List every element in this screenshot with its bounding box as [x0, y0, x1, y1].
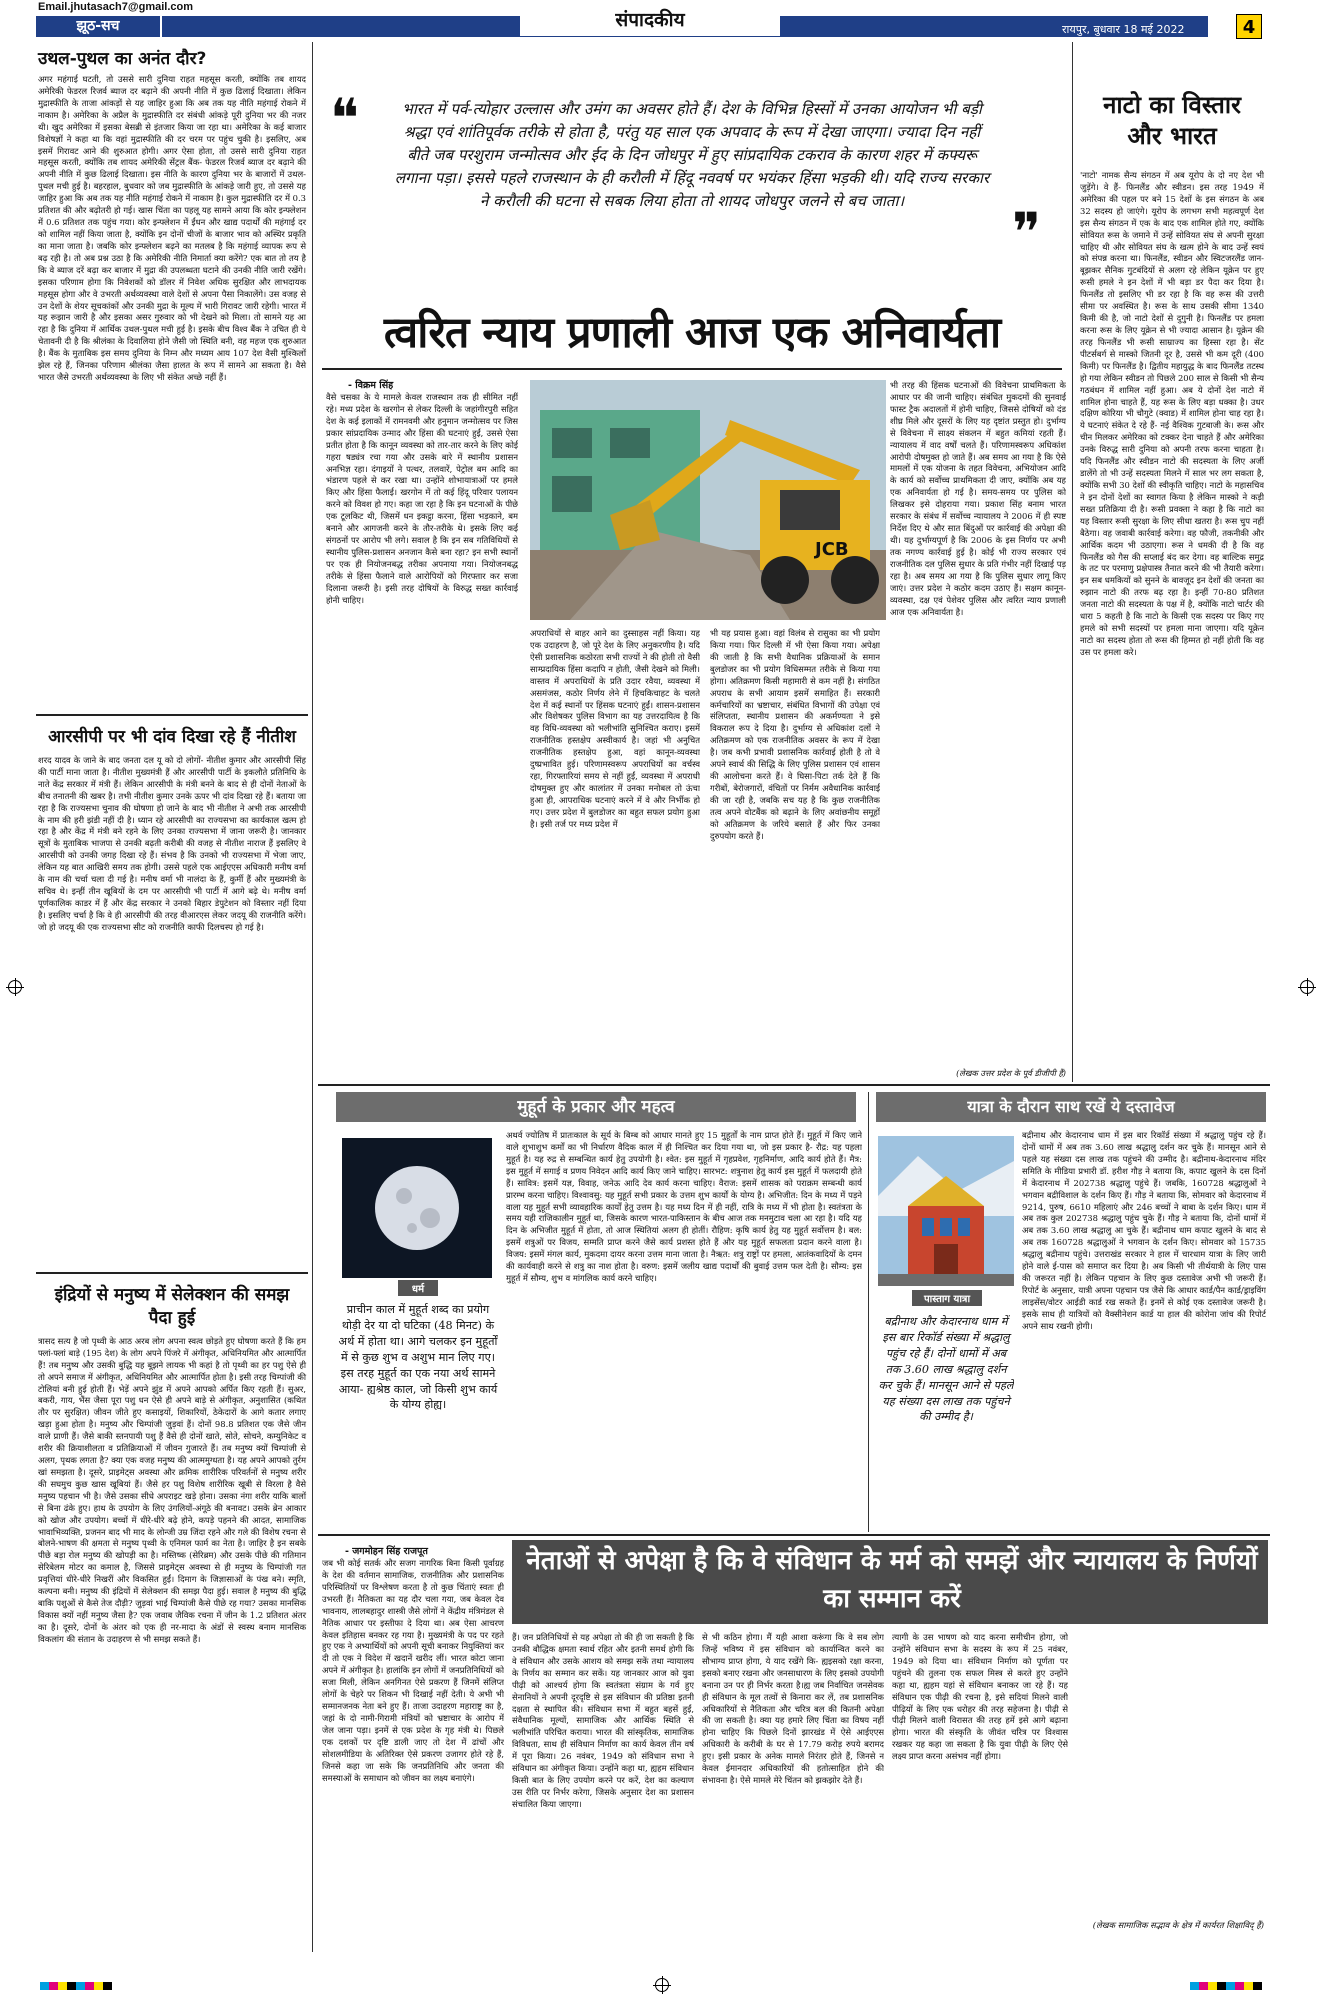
left-divider	[312, 42, 313, 1952]
main-byline: - विक्रम सिंह	[348, 380, 394, 391]
mid-divider	[868, 1092, 869, 1532]
yatra-article: बद्रीनाथ और केदारनाथ धाम में इस बार रिकॉर्ड संख्या में श्रद्धालु पहुंच रहे हैं। दोनों धामों में अब तक 3.60 लाख श्रद्धालु दर्शन कर चुके हैं। मानसून आने से पहले यह संख्या दस लाख तक पहुंचने की उम्मीद है। बद्रीनाथ-केदारनाथ मंदिर समिति के मीडिया प्रभारी डॉ. हरीश गौड़ ने बताया कि, कपाट खुलने के दस दिनों में केदारनाथ में 202738 श्रद्धालु पहुंचे हैं। जबकि, 160728 श्रद्धालुओं ने भगवान बद्रीविशाल के दर्शन किए हैं। गौड़ ने बताया कि, सोमवार को केदारनाथ में 9214, पुरुष, 6610 महिलाएं और 246 बच्चों ने बाबा के दर्शन किए। धाम में अब तक कुल 202738 श्रद्धालु पहुंच चुके हैं। गौड़ ने बताया कि, दोनों धामों में अब तक 3.60 लाख श्रद्धालु आ चुके हैं। बद्रीनाथ धाम कपाट खुलने के बाद से अब तक 160728 श्रद्धालुओं ने भगवान के दर्शन किए। सोमवार को 15735 श्रद्धालु बद्रीनाथ पहुंचे। उत्तराखंड सरकार ने हाल में चारधाम यात्रा के लिए जारी होने वाले ई-पास को समाप्त कर दिया है। अब किसी भी तीर्थयात्री के लिए पास की जरूरत नहीं है। लेकिन पहचान के लिए कुछ दस्तावेज अभी भी जरूरी हैं। रिपोर्ट के अनुसार, यात्री अपना पहचान पत्र जैसे कि आधार कार्ड/पैन कार्ड/ड्राइविंग लाइसेंस/वोटर आईडी कार्ड रख सकते हैं। इनमें से कोई एक दस्तावेज जरूरी है। इसके साथ ही यात्रियों को वैक्सीनेशन कार्ड या हाल की कोरोना जांच की रिपोर्ट अपने साथ रखनी होगी।	[1022, 1130, 1266, 1331]
right-article: 'नाटो' नामक सैन्य संगठन में अब यूरोप के दो नए देश भी जुड़ेंगे। वे हैं- फिनलैंड और स्वीडन। इस तरह 1949 में अमेरिका की पहल पर बने 15 देशों के इस संगठन के अब 32 सदस्य हो जाएंगे। यूरोप के लगभग सभी महत्वपूर्ण देश इस सैन्य संगठन में एक के बाद एक शामिल होते गए, क्योंकि सोवियत रूस के जमाने में उन्हें सोवियत संघ से अपनी सुरक्षा चाहिए थी और सोवियत संघ के खत्म होने के बाद उन्हें स्वयं को संपन्न करना था। फिनलैंड, स्वीडन और स्विटजरलैंड जान-बूझकर सैनिक गुटबंदियों से अलग रहे लेकिन यूक्रेन पर हुए रूसी हमले ने इन देशों में भी बड़ा डर पैदा कर दिया है। फिनलैंड तो इसलिए भी डर रहा है कि वह रूस की उत्तरी सीमा पर अवस्थित है। रूस के साथ उसकी सीमा 1340 किमी की है, जो नाटो देशों से दुगुनी है। फिनलैंड पर हमला करना रूस के लिए यूक्रेन से भी ज्यादा आसान है। यूक्रेन की तरह फिनलैंड भी रूसी साम्राज्य का हिस्सा रहा है। सेंट पीटर्सबर्ग से मास्को जितनी दूर है, उससे भी कम दूरी (400 किमी) पर फिनलैंड है। द्वितीय महायुद्ध के बाद फिनलैंड तटस्थ हो गया लेकिन स्वीडन तो पिछले 200 साल से किसी भी सैन्य गठबंधन में शामिल नहीं हुआ। अब ये दोनों देश नाटो में शामिल होना चाहते हैं, यह रूस के लिए बड़ा धक्का है। उधर दक्षिण कोरिया भी चौगुटे (क्वाड) में शामिल होना चाह रहा है। ये घटनाएं संकेत दे रहे हैं- नई वैश्विक गुटबाजी के। रूस और चीन मिलकर अमेरिका को टक्कर देना चाहते हैं और अमेरिका उनके विरुद्ध सारी दुनिया को अपनी तरफ करना चाहता है। यदि फिनलैंड और स्वीडन नाटो की सदस्यता के लिए अर्जी डालेंगे तो भी उन्हें सदस्यता मिलने में साल भर लग सकता है, क्योंकि सभी 30 देशों की स्वीकृति चाहिए। नाटो के महासचिव ने इन दोनों देशों का स्वागत किया है लेकिन मास्को ने कड़ी सख्त प्रतिक्रिया दी है। रूसी प्रवक्ता ने कहा है कि नाटो का यह विस्तार रूसी सुरक्षा के लिए सीधा खतरा है। रूस चुप नहीं बैठेगा। वह जवाबी कार्रवाई करेगा। वह फौजी, तकनीकी और आर्थिक कदम भी उठाएगा। रूस ने धमकी दी है कि वह फिनलैंड को गैस की सप्लाई बंद कर देगा। वह बाल्टिक समुद्र के तट पर परमाणु प्रक्षेपास्त्र तैनात करने की भी तैयारी करेगा। इन सब धमकियों को सुनने के बावजूद इन देशों की जनता का रुझान नाटो की तरफ बढ़ रहा है। इन्हीं 70-80 प्रतिशत जनता नाटो की सदस्यता के पक्ष में है, क्योंकि नाटो चार्टर की धारा 5 कहती है कि नाटो के किसी एक सदस्य पर किए गए हमले को सभी सदस्यों पर हमला माना जाएगा। यदि यूक्रेन नाटो का सदस्य होता तो रूस की हिम्मत हो नहीं होती कि वह उस पर हमला करे।	[1080, 170, 1264, 657]
muhurt-caption: प्राचीन काल में मुहूर्त शब्द का प्रयोग थोड़ी देर या दो घटिका (48 मिनट) के अर्थ में होता था। आगे चलकर इन मुहूर्तों में से कुछ शुभ व अशुभ मान लिए गए। इस तरह मुहूर्त का एक नया अर्थ सामने आया- ह्यश्रेष्ठ काल, जो किसी शुभ कार्य के योग्य होह्य।	[338, 1303, 498, 1412]
left-article-2: शरद यादव के जाने के बाद जनता दल यू को दो लोगों- नीतीश कुमार और आरसीपी सिंह की पार्टी माना जाता है। नीतीश मुख्यमंत्री हैं और आरसीपी पार्टी के इकलौते प्रतिनिधि के नाते केंद्र सरकार में मंत्री हैं। लेकिन आरसीपी के मंत्री बनने के बाद से ही दोनों नेताओं के बीच तनातनी की खबर है। तभी नीतीश कुमार उनके ऊपर भी दांव दिखा रहे हैं। बताया जा रहा है कि राज्यसभा चुनाव की घोषणा हो जाने के बाद भी नीतीश ने अभी तक आरसीपी के नाम की हरी झंडी नहीं दी है। ध्यान रहे आरसीपी का राज्यसभा का कार्यकाल खत्म हो रहा है और केंद्र में मंत्री बने रहने के लिए उनका राज्यसभा में जाना जरूरी है। जानकार सूत्रों के मुताबिक भाजपा से उनकी बढ़ती करीबी की वजह से नीतीश नाराज हैं इसलिए वे आरसीपी को उनकी जगह दिखा रहे हैं। संभव है कि उनको भी राज्यसभा में भेजा जाए, लेकिन यह बात आखिरी समय तक होगी। उससे पहले एक आईएएस अधिकारी मनीष वर्मा के नाम की चर्चा चला दी गई है। मनीष वर्मा भी नालंदा के हैं, कुर्मी हैं और मुख्यमंत्री के सचिव थे। इन्हीं तीन खूबियों के दम पर आरसीपी भी पार्टी में आगे बढ़े थे। मनीष वर्मा पूर्णकालिक काडर में हैं और केंद्र सरकार ने उनको बिहार डेपुटेशन को विस्तार नहीं दिया है। इसलिए चर्चा है कि वे ही आरसीपी की तरह वीआरएस लेकर जदयू की राजनीति करेंगे। जो हो जदयू की एक राज्यसभा सीट को राजनीति काफी दिलचस्प हो गई है।	[38, 754, 306, 932]
left-article-1: अगर महंगाई घटती, तो उससे सारी दुनिया राहत महसूस करती, क्योंकि तब शायद अमेरिकी फेडरल रिजर्व ब्याज दर बढ़ाने की अपनी नीति में कुछ ढिलाई दिखाता। लेकिन मुद्रास्फीति के ताजा आंकड़ों से यह जाहिर हुआ कि अब तक यह नीति महंगाई रोकने में नाकाम है। अमेरिका के अप्रैल के मुद्रास्फीति दर संबंधी आंकड़े पूरी दुनिया भर की नजर थी। खुद अमेरिका में इसका बेसब्री से इंतजार किया जा रहा था। अमेरिका के कई बाजार विशेषज्ञों ने कहा था कि वहां मुद्रास्फीति की दर चरम पर पहुंच चुकी है। इसलिए, अब इसमें गिरावट आने की शुरुआत होगी। अगर ऐसा होता, तो उससे सारी दुनिया राहत महसूस करती, क्योंकि तब शायद अमेरिकी सेंट्रल बैंक- फेडरल रिजर्व ब्याज दर बढ़ाने की अपनी नीति में कुछ ढिलाई दिखाता। इस नीति के कारण दुनिया भर के बाजारों में उथल-पुथल मची हुई है। बहरहाल, बुधवार को जब मुद्रास्फीति के आंकड़े जारी हुए, तो उससे यह जाहिर हुआ कि अब तक यह नीति महंगाई रोकने में नाकाम है। कुल मुद्रास्फीति दर में 0.3 प्रतिशत की और बढ़ोतरी हो गई। खास चिंता का पहलू यह सामने आया कि कोर इन्फ्लेशन में 0.6 प्रतिशत तक पहुंच गया। कोर इन्फ्लेशन में ईंधन और खाद्य पदार्थों की महंगाई दर को शामिल नहीं किया जाता है, क्योंकि इन दोनों चीजों के बाजार भाव को अस्थिर प्रकृति का माना जाता है। जबकि कोर इन्फ्लेशन बढ़ने का मतलब है कि महंगाई व्यापक रूप से बढ़ रही है। तो अब प्रश्न उठा है कि अमेरिकी नीति निमार्ता क्या करेंगे? एक बात तो तय है कि वे ब्याज दरें बढ़ा कर बाजार में मुद्रा की उपलब्धता घटाने की उनकी नीति जारी रखेंगे। इसका परिणाम होगा कि निवेशकों को डॉलर में निवेश अधिक सुरक्षित और लाभदायक महसूस होगा और वे उभरती अर्थव्यवस्था वाले देशों से अपना पैसा निकालेंगे। उस वजह से उन देशों के शेयर सूचकांकों और उनकी मुद्रा के मूल्य में भारी गिरावट जारी रहेगी। भारत में यह रूझान जारी है और इसका असर गुरुवार को भी देखने को मिला। तो सामने यह आ रहा है कि दुनिया में आर्थिक उथल-पुथल मची हुई है। इसके बीच विश्व बैंक ने उचित ही ये चेतावनी दी है कि श्रीलंका के दिवालिया होने जैसी जो स्थिति बनी, वह महज एक शुरुआत है। बैंक के मुताबिक इस समय दुनिया के निम्न और मध्यम आय 107 देश वैसी मुश्किलों झेल रहे हैं, जिनका परिणाम श्रीलंका जैसा हालत के रूप में सामने आ सकता है। वैसे भारत जैसे उभरती अर्थव्यवस्था के लिए भी संकेत अच्छे नहीं हैं।	[38, 74, 306, 383]
dateline: रायपुर, बुधवार 18 मई 2022	[1062, 23, 1185, 36]
muhurt-title: मुहूर्त के प्रकार और महत्व	[517, 1097, 675, 1117]
email-label: Email.jhutasach7@gmail.com	[38, 1, 193, 13]
registration-mark-left	[8, 980, 22, 994]
yatra-caption: बद्रीनाथ और केदारनाथ धाम में इस बार रिकॉर्ड संख्या में श्रद्धालु पहुंच रहे हैं। दोनों धामों में अब तक 3.60 लाख श्रद्धालु दर्शन कर चुके हैं। मानसून आने से पहले यह संख्या दस लाख तक पहुंचने की उम्मीद है।	[878, 1315, 1014, 1424]
brand-logo: झूठ-सच	[36, 16, 160, 37]
bottom-author-note: (लेखक सामाजिक सद्भाव के क्षेत्र में कार्यरत शिक्षाविद् हैं)	[1092, 1920, 1264, 1930]
color-bar-right	[1190, 1982, 1262, 1990]
main-headline: त्वरित न्याय प्रणाली आज एक अनिवार्यता	[383, 308, 1001, 358]
main-col-1: वैसे चसका के ये मामले केवल राजस्थान तक ही सीमित नहीं रहे। मध्य प्रदेश के खरगोन से लेकर दिल्ली के जहांगीरपुरी सहित देश के कई इलाकों में रामनवमी और हनुमान जन्मोत्सव पर जिस प्रकार सांप्रदायिक उन्माद और हिंसा की घटनाएं हुईं, उससे ऐसा प्रतीत होता है कि कानून व्यवस्था को तार-तार करने के लिए कोई गहरा षड्यंत्र रचा गया और उसके बारे में स्थानीय प्रशासन अनभिज्ञ रहा। दंगाइयों ने पत्थर, तलवारें, पेट्रोल बम आदि का भंडारण पहले से कर रखा था। उन्होंने शोभायात्राओं पर हमले किए और हिंसा फैलाई। खरगोन में तो कई हिंदू परिवार पलायन करने को विवश हो गए। कहा जा रहा है कि इन घटनाओं के पीछे एक टूलकिट थी, जिसमें धन इकट्ठा करना, हिंसा भड़काने, बम बनाने और आगजनी करने के तौर-तरीके थे। इसके लिए कई संगठनों पर आरोप भी लगे। सवाल है कि इन सब गतिविधियों से स्थानीय पुलिस-प्रशासन अनजान कैसे बना रहा? इन सभी स्थानों पर एक ही नियोजनबद्ध तरीका अपनाया गया। नियोजनबद्ध तरीके से हिंसा फैलाने वाले आरोपियों को गिरफ्तार कर सजा दिलाना जरूरी है। इसी तरह दोषियों के विरुद्ध सख्त कार्रवाई होनी चाहिए।	[326, 392, 518, 605]
main-rule	[322, 368, 1062, 370]
left-headline-1: उथल-पुथल का अनंत दौर?	[38, 49, 207, 69]
main-col-4: भी तरह की हिंसक घटनाओं की विवेचना प्राथमिकता के आधार पर की जानी चाहिए। संबंधित मुकदमों की सुनवाई फास्ट ट्रैक अदालतों में होनी चाहिए, जिससे दोषियों को दंड शीघ्र मिले और दूसरों के लिए यह दृष्टांत प्रस्तुत हो। दुर्भाग्य से विवेचना में साक्ष्य संकलन में बहुत कमियां रहती हैं। न्यायालय में वाद वर्षों चलते हैं। परिणामस्वरूप अधिकांश आरोपी दोषमुक्त हो जाते हैं। अब समय आ गया है कि ऐसे मामलों में एक योजना के तहत विवेचना, अभियोजन आदि के कार्य को सर्वोच्च प्राथमिकता दी जाए, क्योंकि अब यह एक अनिवार्यता हो गई है। समय-समय पर पुलिस को लिखकर इसे दोहराया गया। प्रकाश सिंह बनाम भारत सरकार के संबंध में सर्वोच्च न्यायालय ने 2006 में ही स्पष्ट निर्देश दिए थे और सात बिंदुओं पर कार्रवाई की अपेक्षा की थी। यह दुर्भाग्यपूर्ण है कि 2006 के इस निर्णय पर अभी तक नगण्य कार्रवाई हुई है। कोई भी राज्य सरकार एवं राजनीतिक दल पुलिस सुधार के प्रति गंभीर नहीं दिखाई पड़ रहा है। अब समय आ गया है कि पुलिस सुधार लागू किए जाएं। उत्तर प्रदेश ने कठोर कदम उठाए हैं। सक्षम कानून-व्यवस्था, दक्ष एवं पेशेवर पुलिस और त्वरित न्याय प्रणाली आज एक अनिवार्यता है।	[890, 380, 1066, 617]
middle-rule	[318, 1084, 1270, 1086]
left-article-3: त्रासद सत्य है जो पृथ्वी के आठ अरब लोग अपना स्वत्व छोड़ते हुए घोषणा करते हैं कि हम फ्लां-फ्लां बाड़े (195 देश) के लोग अपने पिंजरे में अंगीकृत, अधिनियमित और आत्मार्पित हैं! तब मनुष्य और उसकी बुद्धि यह बूझने लायक भी कहां है तो पृथ्वी का हर पशु ऐसे ही तो अपने समाज में अंगीकृत, अधिनियमित और आत्मार्पित होता है। इसी तरह चिम्पांजी की टोलियां बनी हुई होती हैं। भेड़ें अपने झुंड में अपने आपको अर्पित किए रहती हैं। सुअर, बकरी, गाय, भैंस जैसा पूरा पशु धन ऐसे ही अपने बाड़े से अंगीकृत, अनुशासित (कथित तौर पर सुरक्षित) जीवन जीते हुए कसाइयों, शिकारियों, ठेकेदारों के आगे कतार लगाए खड़ा हुआ होता है। मनुष्य और चिम्पांजी जुड़वां हैं। दोनों 98.8 प्रतिशत एक जैसे जीन वाले प्राणी हैं। जैसे बाकी स्तनपायी पशु हैं वैसे ही दोनों खाते, सोते, सोचने, कम्युनिकेट व शरीर की क्रियाशीलता व प्रतिक्रियाओं में जीवन गुजारते हैं। तब मनुष्य क्यों चिम्पांजी से अलग, पृथक लगता है? क्या एक वजह मनुष्य की आत्ममुग्धता है। यह अपने आपको तुर्रम खां समझता है। दूसरे, प्राइमेट्स अवस्था और क्रमिक शारीरिक परिवर्तनों से मनुष्य शरीर की सघमुच कुछ खास खूबियां हैं। जैसे हर पशु विशेष शारीरिक खूबी से विरला है वैसे मनुष्य पहचान भी है। जैसे उसका सीधे अपराइट खड़े होना। उसका नंगा शरीर याकि बालों से बिना ढंके हुए। हाथ के उपयोग के लिए उंगलियों-अंगूठे की बनावट। उसके ब्रेन आकार को खोज और उपयोग। बच्चों में धीरे-धीरे बढ़े होने, कपड़े पहनने की आदत, सामाजिक भावाभिव्यक्ति, प्रजनन बाद भी माद के लोन्जी उम्र जिंदा रहने और गले की विशेष रचना से बोलने-भाषण की क्षमता से मनुष्य पृथ्वी के एनिमल फार्म का नेता है। जाहिर है इन सबके पीछे बड़ा रोल मनुष्य की खोपड़ी का है। मस्तिष्क (सेरिब्रम) और उसके पीछे की गतिमान सेरिबेलम मोटर का कमाल है, जिससे प्राइमेट्स अवस्था से ही मनुष्य के चिम्पांजी गत प्रवृत्तियां धीरे-धीरे निखरीं और विकसित हुईं। दिमाग के जिज्ञासाओं के पंख बने। स्मृति, कल्पना बनी। मनुष्य की इंद्रियों में सेलेक्शन की समझ पैदा हुई। सवाल है मनुष्य की बुद्धि बाकि पशुओं से कैसे तेज दौड़ी? जुड़वां भाई चिम्पांजी कैसे पीछे रह गया? उसका मानसिक विकास क्यों नहीं मनुष्य जैसा है? एक जवाब जैविक रचना में जीन के 1.2 प्रतिशत अंतर का है। दूसरे, दोनों के अंतर को एक ही नर-मादा के अंडों से स्वस्थ बनाम मानसिक विकलांग की संतान के उदाहरण से भी समझ सकते हैं।	[38, 1335, 306, 1644]
yatra-title: यात्रा के दौरान साथ रखें ये दस्तावेज	[967, 1097, 1175, 1116]
svg-text:JCB: JCB	[815, 539, 849, 560]
left-headline-3: इंद्रियों से मनुष्य में सेलेक्शन की समझ पैदा हुई	[36, 1272, 308, 1336]
right-headline: नाटो का विस्तार और भारत	[1103, 91, 1241, 151]
yatra-label: पास्ताग यात्रा	[912, 1290, 982, 1306]
bottom-byline: - जगमोहन सिंह राजपूत	[345, 1546, 428, 1557]
bottom-col-4: त्यागी के उस भाषण को याद करना समीचीन होगा, जो उन्होंने संविधान सभा के सदस्य के रूप में 25 नवंबर, 1949 को दिया था। संविधान निर्माण को पूर्णता पर पहुंचने की तुलना एक सफल मिस्त्र से करते हुए उन्होंने कहा था, ह्यहम यहां से संविधान बनाकर जा रहे हैं। यह संविधान एक पीढ़ी की रचना है, इसे सदियां मिलने वाली पीढ़ियों के लिए एक धरोहर की तरह सहेजना है। पीढ़ी से पीढ़ी मिलने वाली विरासत की तरह हमें इसे आगे बढ़ाना होगा। भारत की संस्कृति के जीवंत चरित्र पर विश्वास रखकर यह कहा जा सकता है कि युवा पीढ़ी के लिए ऐसे लक्ष्य प्राप्त करना असंभव नहीं होगा।	[892, 1632, 1068, 1762]
bottom-col-2: हैं। जन प्रतिनिधियों से यह अपेक्षा तो की ही जा सकती है कि उनकी बौद्धिक क्षमता स्वार्थ रहित और इतनी समर्थ होगी कि वे संविधान और उसके आशय को समझ सकें तथा न्यायालय के निर्णय का सम्मान कर सकें। यह जानकार आज को युवा पीढ़ी को आश्चर्य होगा कि स्वतंत्रता संग्राम के गर्व हुए सेनानियों ने अपनी दूरदृष्टि से इस संविधान की प्रतिष्ठा इतनी दक्षता से स्थापित की। संविधान सभा में बहुत बहसें हुईं, संवैधानिक मूल्यों, सामाजिक और आर्थिक स्थिति से भलीभांति परिचित कराया। भारत की सांस्कृतिक, सामाजिक विविधता, साथ ही संविधान निर्माण का कार्य केवल तीन वर्ष में पूरा किया। 26 नवंबर, 1949 को संविधान सभा ने संविधान का अंगीकृत किया। उन्होंने कहा था, ह्यहम संविधान किसी बात के लिए उपयोग करने पर करें, देश का कल्याण उस रीति पर निर्भर करेगा, जिसके अनुसार देश का प्रशासन संचालित किया जाएगा।	[512, 1632, 694, 1809]
quote-open-icon: ❝	[330, 92, 360, 146]
left-column	[36, 42, 308, 1952]
bottom-rule	[318, 1534, 1270, 1536]
bulldozer-photo	[530, 380, 886, 620]
bottom-headline: नेताओं से अपेक्षा है कि वे संविधान के मर्म को समझें और न्यायालय के निर्णयों का सम्मान करें	[526, 1546, 1258, 1615]
main-col-3: भी यह प्रयास हुआ। वहां विलंब से रासुका का भी प्रयोग किया गया। फिर दिल्ली में भी ऐसा किया गया। अपेक्षा की जाती है कि सभी वैधानिक प्रक्रियाओं के समान बुलडोजर का भी प्रयोग विधिसम्मत तरीके से किया गया होगा। अतिक्रमण किसी महामारी से कम नहीं है। संगठित अपराध के सभी आयाम इसमें समाहित हैं। सरकारी कर्मचारियों का भ्रष्टाचार, संबंधित विभागों की उपेक्षा एवं संलिप्तता, स्थानीय प्रशासन की अकर्मण्यता ने इसे विकराल रूप दे दिया है। दुर्भाग्य से अधिकांश दलों ने अतिक्रमण को एक राजनीतिक अवसर के रूप में देखा है। जब कभी प्रभावी प्रशासनिक कार्रवाई होती है तो वे अपने स्वार्थ की सिद्धि के लिए पुलिस प्रशासन एवं शासन की आलोचना करते हैं। वे घिसा-पिटा तर्क देते हैं कि गरीबों, बेरोजगारों, वंचितों पर निर्मम अवैधानिक कार्रवाई की जा रही है, जबकि सच यह है कि कुछ राजनीतिक तत्व अपने वोटबैंक को बढ़ाने के लिए अवांछनीय समूहों को अतिक्रमण के जरिये बसाते हैं और फिर उनका दुरुपयोग करते हैं।	[710, 628, 880, 841]
section-title: संपादकीय	[520, 4, 780, 36]
dharm-label: धर्म	[398, 1280, 438, 1296]
main-col-2: अपराधियों से बाहर आने का दुस्साहस नहीं किया। यह एक उदाहरण है, जो पूरे देश के लिए अनुकरणीय है। यदि ऐसी प्रशासनिक कठोरता सभी राज्यों ने की होती तो वैसी साम्प्रदायिक हिंसा कदापि न होती, जैसी देखने को मिली। वास्तव में अपराधियों के प्रति उदार रवैया, व्यवस्था में असमंजस, कठोर निर्णय लेने में हिचकिचाहट के चलते देश में कई स्थानों पर हिंसक घटनाएं हुईं। शासन-प्रशासन और विशेषकर पुलिस विभाग का यह उत्तरदायित्व है कि वह विधि-व्यवस्था को भलीभांति सुनिश्चित कराए। इसमें राजनीतिक हस्तक्षेप अस्वीकार्य है। जहां भी अनुचित राजनीतिक हस्तक्षेप हुआ, वहां कानून-व्यवस्था दुष्प्रभावित हुई। परिणामस्वरूप अपराधियों का वर्चस्व रहा, गिरफ्तारियां समय से नहीं हुईं, व्यवस्था में अपराधी दोषमुक्त हुए और कालांतर में उनका मनोबल तो ऊंचा हुआ ही, आपराधिक घटनाएं करने में वे और निर्भीक हो गए। उत्तर प्रदेश में बुलडोजर का बहुत सफल प्रयोग हुआ है। इसी तर्ज पर मध्य प्रदेश में	[530, 628, 700, 829]
temple-photo	[878, 1136, 1014, 1286]
right-column-divider	[1072, 42, 1073, 1082]
temple-icon	[878, 1136, 1014, 1286]
bulldozer-icon	[530, 380, 886, 620]
bottom-col-1: जब भी कोई सतर्क और सजग नागरिक बिना किसी पूर्वाग्रह के देश की वर्तमान सामाजिक, राजनीतिक और प्रशासनिक परिस्थितियों पर विश्लेषण करता है तो कुछ चिंताएं स्वतः ही उभरती हैं। नैतिकता का यह दौर चला गया, जब केवल देव भावनाय, लालबहादुर शास्त्री जैसे लोगों ने केंद्रीय मंत्रिमंडल से नैतिक आधार पर इस्तीफा दे दिया था। अब ऐसा आचरण केवल इतिहास बनकर रह गया है। मुख्यमंत्री के पद पर रहते हुए एक ने अभ्यार्थियों को अपनी सूची बनाकर नियुक्तियां कर दी तो एक ने विदेश में खदानें खरीद लीं। भारत कोटा जाना अपने में अंगीकृत है। हालांकि इन लोगों में जनप्रतिनिधियों को सजा मिली, लेकिन अनगिनत ऐसे प्रकरण हैं जिनमें संलिप्त लोगों के चेहरे पर शिकन भी दिखाई नहीं देती। ये अभी भी सम्मानजनक नेता बने हुए हैं। ताजा उदाहरण महाराष्ट्र का है, जहां के दो नामी-गिरामी मंत्रियों को भ्रष्टाचार के आरोप में जेल जाना पड़ा। इनमें से एक प्रदेश के गृह मंत्री थे। पिछले एक दशकों पर दृष्टि डाली जाए तो देश में ढांचों और सोशलमीडिया के अतिरिक्त ऐसे प्रकरण उजागर होते रहे हैं, जिनसे कहा जा सके कि जनप्रतिनिधि और जनता की समस्याओं के समाधान को जीवन का लक्ष्य बनाएंगे।	[322, 1558, 504, 1783]
bottom-col-3: से भी कठिन होगा। मैं यही आशा करूंगा कि वे सब लोग जिन्हें भविष्य में इस संविधान को कार्यान्वित करने का सौभाग्य प्राप्त होगा, ये याद रखेंगे कि- ह्यइसको रक्षा करना, इसको बनाए रखना और जनसाधारण के लिए इसको उपयोगी बनाना उन पर ही निर्भर करता है।ह्य जब निर्वाचित जनसेवक ही संविधान के मूल तत्वों से किनारा कर लें, तब प्रशासनिक अधिकारियों से नैतिकता और चरित्र बल की कितनी अपेक्षा की जा सकती है। क्या यह हमारे लिए चिंता का विषय नहीं होना चाहिए कि पिछले दिनों झारखंड में ऐसे आईएएस अधिकारी के करीबी के घर से 17.79 करोड़ रुपये बरामद हुए। इसी प्रकार के अनेक मामले निरंतर होते हैं, जिनसे न केवल ईमानदार अधिकारियों की हतोत्साहित होने की संभावना है। ऐसे मामले मेरे चिंतन को झकझोर देते हैं।	[702, 1632, 884, 1786]
color-bar-left	[40, 1982, 112, 1990]
quote-close-icon: ❞	[1012, 206, 1042, 260]
page-number: 4	[1236, 14, 1262, 39]
left-headline-2: आरसीपी पर भी दांव दिखा रहे हैं नीतीश	[36, 714, 308, 755]
moon-photo	[342, 1138, 492, 1278]
registration-mark-bottom	[655, 1978, 669, 1992]
registration-mark-right	[1300, 980, 1314, 994]
main-author-note: (लेखक उत्तर प्रदेश के पूर्व डीजीपी हैं)	[956, 1068, 1066, 1078]
moon-icon	[342, 1138, 492, 1278]
muhurt-article: अथर्व ज्योतिष में प्रातःकाल के सूर्य के बिम्ब को आधार मानते हुए 15 मुहूर्तों के नाम प्राप्त होते हैं। मुहूर्त में किए जाने वाले शुभाशुभ कर्मों का भी निर्धारण वैदिक काल में ही निश्चित कर दिया गया था, जो इस प्रकार है- रौद्र: यह पहला मुहूर्त है। यह रुद्र से सम्बन्धित कार्य हेतु उपयोगी है। श्वेत: इस मुहूर्त में गृहप्रवेश, गृहनिर्माण, आदि कार्य होते हैं। मैत्र: इस मुहूर्त में सगाई व प्रणय निवेदन आदि कार्य किए जाने चाहिए। सारभट: शत्रुनाश हेतु कार्य इस मुहूर्त में फलदायी होते हैं। सावित्र: इसमें यज्ञ, विवाह, जनेऊ आदि देव कार्य करना चाहिए। वैराज: इसमें शासक को पराक्रम सम्बन्धी कार्य प्रारम्भ करना चाहिए। विश्वावसु: यह मुहूर्त सभी प्रकार के उत्तम शुभ कार्यों के योग्य है। अभिजीत: दिन के मध्य में पड़ने वाला यह मुहूर्त सभी व्यावहारिक कार्यों हेतु उत्तम है। यह मध्य दिन में ही नहीं, रात्रि के मध्य में भी होता है। स्वतंत्रता के समय यही राजिकालीन मुहूर्त था, जिसके कारण भारत-पाकिस्तान के बीच आज तक मनमुटाव चला आ रहा है। यदि यह दिन के अभिजीत मुहूर्त में होता, तो आज स्थितियां अलग ही होतीं। रौहिण: कृषि कार्य हेतु यह मुहूर्त सर्वोत्तम है। बल: इसमें शत्रुओं पर विजय, सम्मति प्राप्त करने जैसे कार्य प्रशस्त होते हैं और यह मुहूर्त सफलता प्रदान करने वाला है। विजय: इसमें मंगल कार्य, मुकदमा दायर करना उत्तम माना जाता है। नैऋत: शत्रु राष्ट्रों पर हमला, आतंकवादियों के दमन की कार्यवाही करने से शत्रु का नाश होता है। वरुण: इसमें जलीय खाद्य पदार्थों की बुवाई उत्तम फल देती है। सौम्य: इस मुहूर्त में सौम्य, शुभ व मांगलिक कार्य करने चाहिए।	[506, 1130, 862, 1284]
editorial-quote: भारत में पर्व-त्योहार उल्लास और उमंग का अवसर होते हैं। देश के विभिन्न हिस्सों में उनका आयोजन भी बड़ी श्रद्धा एवं शांतिपूर्वक तरीके से होता है, परंतु यह साल एक अपवाद के रूप में देखा जाएगा। ज्यादा दिन नहीं बीते जब परशुराम जन्मोत्सव और ईद के दिन जोधपुर में हुए सांप्रदायिक टकराव के कारण शहर में कफ्यरू लगाना पड़ा। इससे पहले राजस्थान के ही करौली में हिंदू नववर्ष पर भयंकर हिंसा भड़की थी। यदि राज्य सरकार ने करौली की घटना से सबक लिया होता तो शायद जोधपुर जलने से बच जाता।	[394, 100, 990, 211]
